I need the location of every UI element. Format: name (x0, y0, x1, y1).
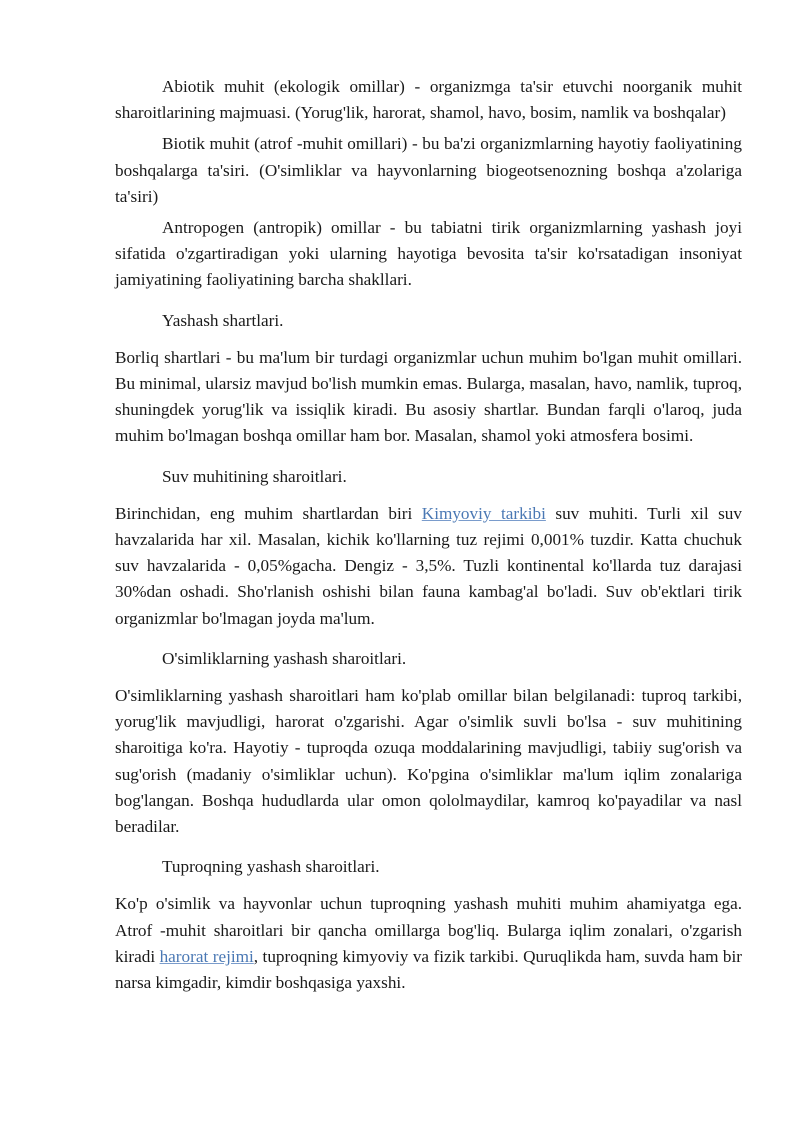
text-segment: , tuproqning kimyoviy va fizik tarkibi. Quruqlikda ham, suvda ham bir narsa kimgadir, kimdir boshqasiga yaxshi. (115, 946, 743, 993)
text-segment: Ko'p o'simlik va hayvonlar uchun tuproqning yashash muhiti muhim ahamiyatga ega. Atrof -muhit sharoitlari bir qancha omillarga bog'liq. Bularga iqlim zonalari, o'zgarish kiradi (115, 894, 742, 966)
paragraph-abiotik: Abiotik muhit (ekologik omillar) - organizmga ta'sir etuvchi noorganik muhit sharoitlarining majmuasi. (Yorug'lik, harorat, shamol, havo, bosim, namlik va boshqalar) (115, 77, 742, 123)
link-harorat-rejimi[interactable]: harorat rejimi (159, 946, 254, 966)
heading-suv-muhiti: Suv muhitining sharoitlari. (162, 466, 347, 486)
heading-yashash-shartlari: Yashash shartlari. (162, 310, 284, 330)
text-segment: Birinchidan, eng muhim shartlardan biri (115, 503, 422, 523)
paragraph-osimliklar: O'simliklarning yashash sharoitlari ham ko'plab omillar bilan belgilanadi: tuproq tarkibi, yorug'lik mavjudligi, harorat o'zgarishi. Agar o'simlik suvli bo'lsa - suv muhitining sharoitiga ko'ra. Hayotiy - tuproqda ozuqa moddalarining mavjudligi, tabiiy sug'orish va sug'orish (madaniy o'simliklar uchun). Ko'pgina o'simliklar ma'lum iqlim zonalariga bog'langan. Boshqa hududlarda ular omon qololmaydilar, kamroq ko'payadilar va nasl beradilar. (115, 686, 742, 837)
text-segment: suv muhiti. Turli xil suv havzalarida har xil. Masalan, kichik ko'llarning tuz rejimi 0,001% tuzdir. Katta chuchuk suv havzalarida - 0,05%gacha. Dengiz - 3,5%. Tuzli kontinental ko'llarda tuz darajasi 30%dan oshadi. Sho'rlanish oshishi bilan fauna kambag'al bo'ladi. Suv ob'ektlari tirik organizmlar bo'lmagan joyda ma'lum. (115, 503, 742, 628)
paragraph-biotik: Biotik muhit (atrof -muhit omillari) - bu ba'zi organizmlarning hayotiy faoliyatining boshqalarga ta'siri. (O'simliklar va hayvonlarning biogeotsenozning boshqa a'zolariga ta'siri) (115, 134, 742, 206)
link-kimyoviy-tarkibi[interactable]: Kimyoviy tarkibi (421, 503, 546, 523)
paragraph-tuproq (115, 891, 742, 996)
paragraph-borliq-shartlari: Borliq shartlari - bu ma'lum bir turdagi organizmlar uchun muhim bo'lgan muhit omillari. Bu minimal, ularsiz mavjud bo'lish mumkin emas. Bularga, masalan, havo, namlik, tuproq, shuningdek yorug'lik va issiqlik kiradi. Bu asosiy shartlar. Bundan farqli o'laroq, juda muhim bo'lmagan boshqa omillar ham bor. Masalan, shamol yoki atmosfera bosimi. (115, 347, 742, 446)
heading-tuproq: Tuproqning yashash sharoitlari. (162, 857, 380, 877)
paragraph-antropogen: Antropogen (antropik) omillar - bu tabiatni tirik organizmlarning yashash joyi sifatida o'zgartiradigan yoki ularning hayotiga bevosita ta'sir ko'rsatadigan insoniyat jamiyatining faoliyatining barcha shakllari. (115, 218, 742, 290)
paragraph-suv-muhiti (115, 501, 742, 632)
heading-osimliklar: O'simliklarning yashash sharoitlari. (162, 648, 407, 668)
